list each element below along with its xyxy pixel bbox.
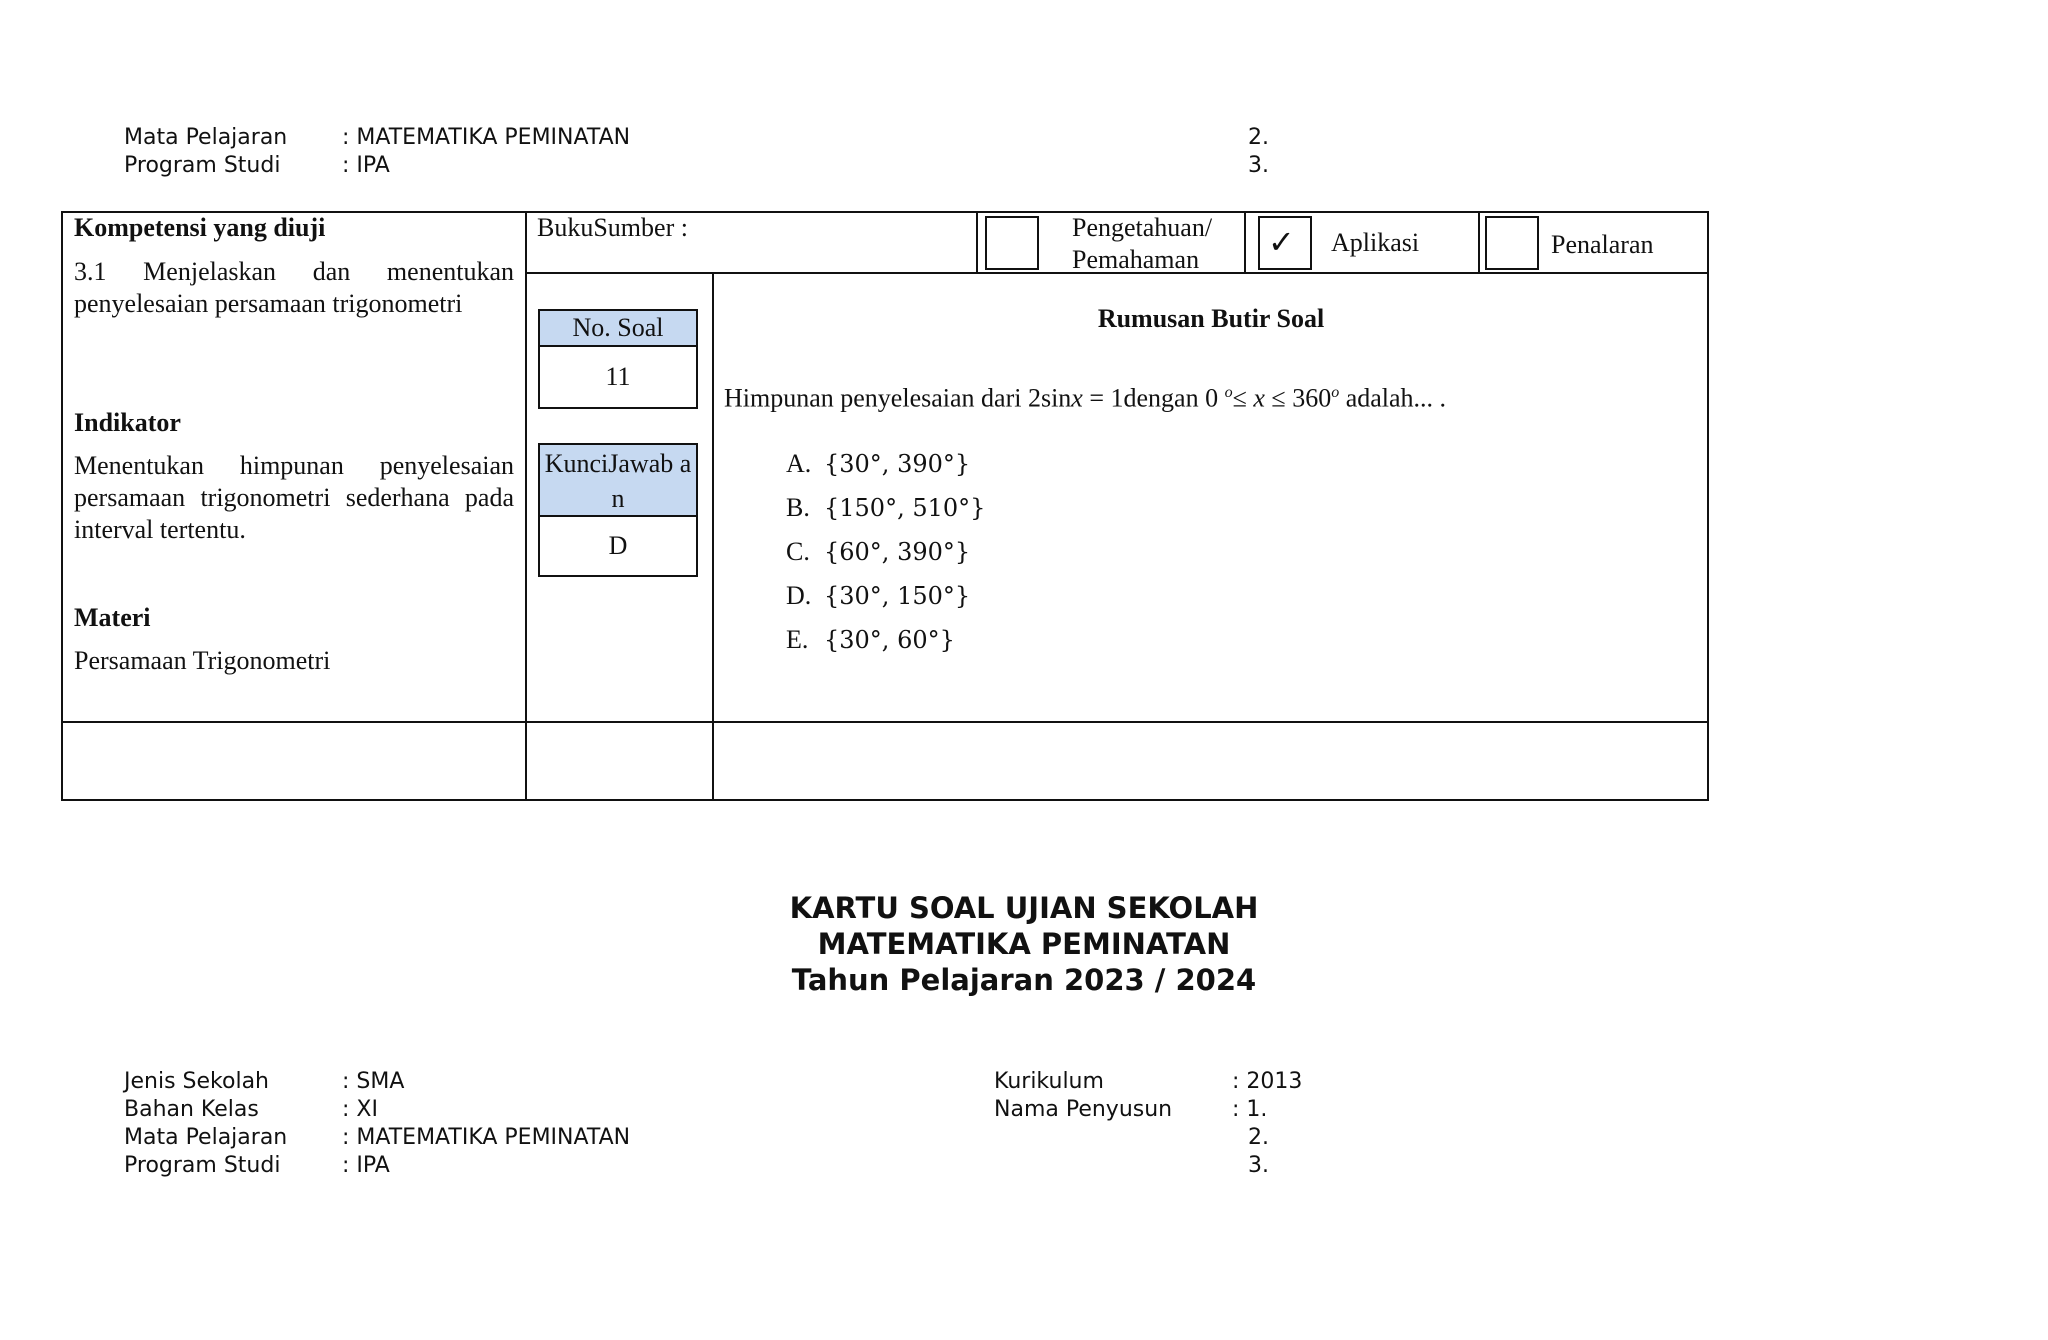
indikator-title: Indikator (74, 408, 181, 437)
no-soal-label: No. Soal (538, 309, 698, 347)
kunci-jawaban-label: KunciJawab an (538, 443, 698, 517)
option-d[interactable]: D. {30°, 150°} (786, 581, 971, 610)
materi-text: Persamaan Trigonometri (74, 646, 331, 675)
option-c[interactable]: C. {60°, 390°} (786, 537, 971, 566)
title-line-1: KARTU SOAL UJIAN SEKOLAH (789, 891, 1259, 925)
buku-sumber-label: BukuSumber : (537, 213, 688, 242)
rumusan-title: Rumusan Butir Soal (1097, 304, 1325, 333)
kompetensi-title: Kompetensi yang diuji (74, 213, 326, 242)
indikator-text: Menentukan himpunan penyelesaian persamaan trigonometri sederhana pada interval tertentu. (74, 451, 514, 544)
header-penyusun-2: 2. (1248, 125, 1269, 150)
header-label: Mata Pelajaran (124, 125, 288, 150)
materi-title: Materi (74, 603, 151, 632)
header-value: : MATEMATIKA PEMINATAN (342, 125, 631, 150)
header-penyusun-3: 3. (1248, 153, 1269, 178)
kompetensi-text: 3.1 Menjelaskan dan menentukan penyelesaian persamaan trigonometri (74, 257, 514, 318)
checkbox-pengetahuan[interactable] (985, 216, 1039, 270)
level-label-penalaran: Penalaran (1551, 230, 1654, 259)
option-e[interactable]: E. {30°, 60°} (786, 625, 955, 654)
checkbox-penalaran[interactable] (1485, 216, 1539, 270)
kunci-jawaban-value: D (538, 515, 698, 577)
option-b[interactable]: B. {150°, 510°} (786, 493, 986, 522)
level-label-aplikasi: Aplikasi (1331, 228, 1420, 257)
header-value: : IPA (342, 153, 390, 178)
no-soal-value: 11 (538, 345, 698, 409)
title-line-3: Tahun Pelajaran 2023 / 2024 (791, 963, 1257, 997)
title-line-2: MATEMATIKA PEMINATAN (817, 927, 1231, 961)
level-label-pengetahuan: Pengetahuan/ Pemahaman (1072, 213, 1213, 274)
header-label: Program Studi (124, 153, 281, 178)
question-text: Himpunan penyelesaian dari 2sinx = 1dengan 0 $^o\le x \le 360^o$ adalah... . (724, 383, 1447, 413)
check-icon: ✓ (1268, 223, 1295, 261)
checkbox-aplikasi[interactable] (1258, 216, 1312, 270)
option-a[interactable]: A. {30°, 390°} (786, 449, 971, 478)
